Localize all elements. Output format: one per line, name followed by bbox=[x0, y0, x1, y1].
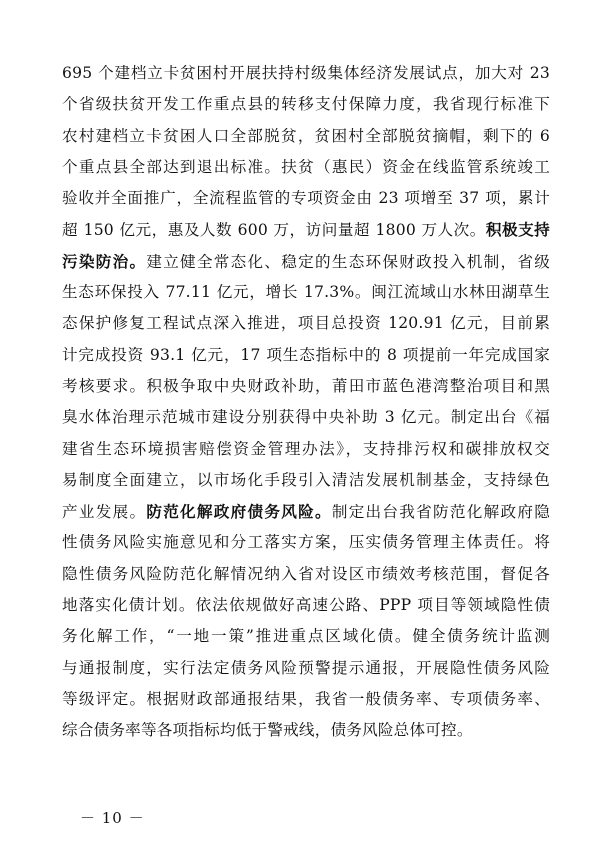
text-line bbox=[62, 183, 550, 214]
body-text: 易制度全面建立，以市场化手段引入清洁发展机制基金，支持绿色 bbox=[62, 470, 550, 489]
body-text: 务化解工作，“一地一策”推进重点区域化债。健全债务统计监测 bbox=[62, 627, 550, 646]
body-text: 建立健全常态化、稳定的生态环保财政投入机制，省级 bbox=[146, 252, 550, 271]
text-line bbox=[62, 684, 550, 715]
body-text: 隐性债务风险防范化解情况纳入省对设区市绩效考核范围，督促各 bbox=[62, 564, 550, 583]
text-line bbox=[62, 527, 550, 558]
document-body bbox=[62, 58, 550, 747]
bold-heading-text: 污染防治。 bbox=[62, 251, 147, 271]
page-number: － 10 － bbox=[80, 809, 145, 827]
text-line bbox=[62, 214, 550, 245]
text-line bbox=[62, 152, 550, 183]
body-text: 臭水体治理示范城市建设分别获得中央补助 3 亿元。制定出台《福 bbox=[62, 408, 550, 427]
body-text: 个重点县全部达到退出标准。扶贫（惠民）资金在线监管系统竣工 bbox=[62, 157, 550, 176]
text-line bbox=[62, 715, 550, 746]
text-line bbox=[62, 89, 550, 120]
body-text: 性债务风险实施意见和分工落实方案，压实债务管理主体责任。将 bbox=[62, 533, 550, 552]
text-line bbox=[62, 653, 550, 684]
text-line bbox=[62, 277, 550, 308]
text-line bbox=[62, 246, 550, 277]
body-text: 超 150 亿元，惠及人数 600 万，访问量超 1800 万人次。 bbox=[62, 221, 486, 240]
text-line bbox=[62, 590, 550, 621]
body-text: 建省生态环境损害赔偿资金管理办法》，支持排污权和碳排放权交 bbox=[62, 439, 550, 458]
body-text: 695 个建档立卡贫困村开展扶持村级集体经济发展试点，加大对 23 bbox=[62, 64, 550, 82]
text-line bbox=[62, 371, 550, 402]
body-text: 态保护修复工程试点深入推进，项目总投资 120.91 亿元，目前累 bbox=[62, 314, 550, 333]
body-text: 综合债务率等各项指标均低于警戒线，债务风险总体可控。 bbox=[62, 721, 473, 740]
text-line bbox=[62, 121, 550, 152]
body-text: 农村建档立卡贫困人口全部脱贫，贫困村全部脱贫摘帽，剩下的 6 bbox=[62, 126, 550, 145]
body-text: 生态环保投入 77.11 亿元，增长 17.3%。闽江流域山水林田湖草生 bbox=[62, 283, 550, 302]
text-line bbox=[62, 621, 550, 652]
body-text: 计完成投资 93.1 亿元，17 项生态指标中的 8 项提前一年完成国家 bbox=[62, 345, 550, 364]
text-line bbox=[62, 402, 550, 433]
text-line bbox=[62, 559, 550, 590]
text-line bbox=[62, 340, 550, 371]
bold-heading-text: 防范化解政府债务风险。 bbox=[146, 502, 332, 522]
body-text: 产业发展。 bbox=[62, 503, 147, 522]
body-text: 验收并全面推广，全流程监管的专项资金由 23 项增至 37 项，累计 bbox=[62, 189, 550, 208]
body-text: 个省级扶贫开发工作重点县的转移支付保障力度，我省现行标准下 bbox=[62, 95, 550, 114]
text-line bbox=[62, 308, 550, 339]
text-line bbox=[62, 434, 550, 465]
text-line bbox=[62, 465, 550, 496]
body-text: 考核要求。积极争取中央财政补助，莆田市蓝色港湾整治项目和黑 bbox=[62, 376, 550, 395]
text-line bbox=[62, 58, 550, 89]
body-text: 地落实化债计划。依法依规做好高速公路、PPP 项目等领域隐性债 bbox=[62, 596, 550, 615]
bold-heading-text: 积极支持 bbox=[485, 220, 550, 240]
body-text: 等级评定。根据财政部通报结果，我省一般债务率、专项债务率、 bbox=[62, 689, 550, 708]
body-text: 与通报制度，实行法定债务风险预警提示通报，开展隐性债务风险 bbox=[62, 658, 550, 677]
text-line bbox=[62, 496, 550, 527]
body-text: 制定出台我省防范化解政府隐 bbox=[331, 503, 550, 522]
